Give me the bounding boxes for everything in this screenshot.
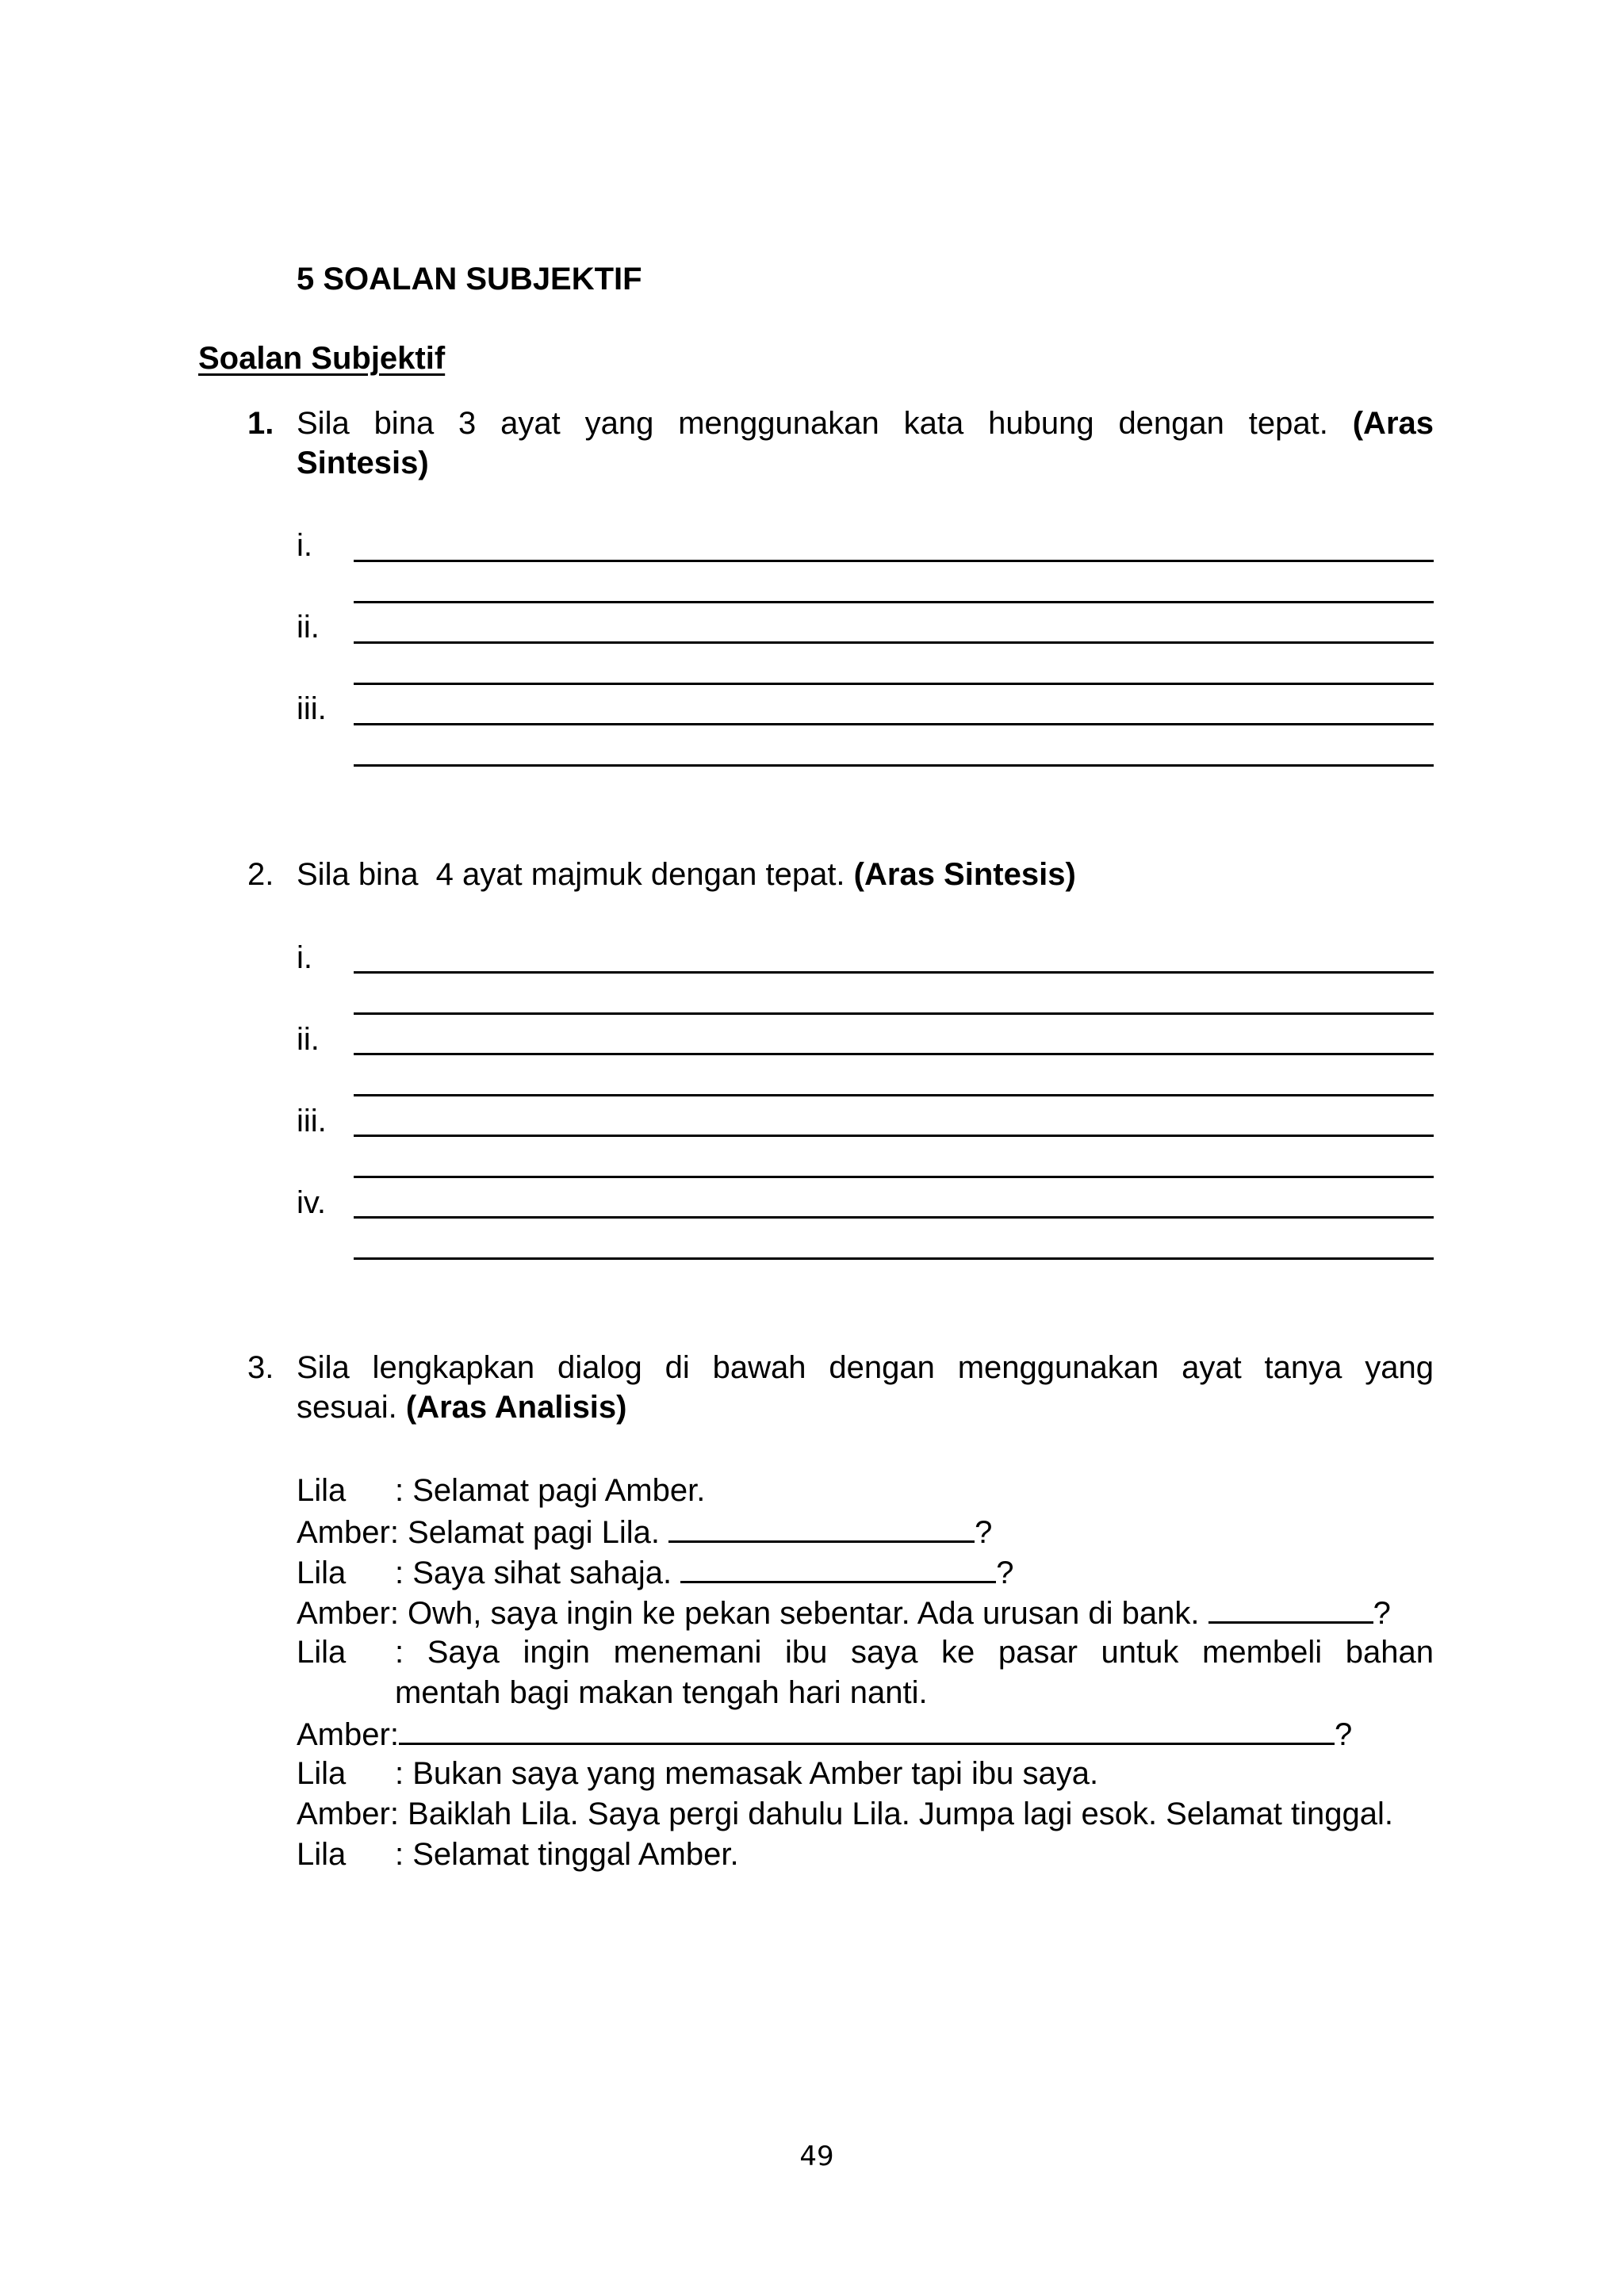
answer-line[interactable]: [354, 1176, 1434, 1178]
question-1-text: [297, 404, 1434, 442]
dialog-text: Saya sihat sahaja.: [412, 1556, 681, 1590]
answer-line[interactable]: [354, 1053, 1434, 1055]
answer-line[interactable]: [354, 601, 1434, 603]
question-1-number: 1.: [247, 406, 274, 441]
dialog-blank[interactable]: [1208, 1593, 1373, 1624]
section-title: 5 SOALAN SUBJEKTIF: [297, 262, 642, 297]
question-1-prompt: Sila bina 3 ayat yang menggunakan kata hubung dengan tepat.: [297, 406, 1328, 441]
dialog-line: [297, 1795, 1393, 1833]
dialog-blank[interactable]: [399, 1714, 1335, 1745]
dialog-line: [297, 1471, 705, 1510]
dialog-blank[interactable]: [668, 1512, 975, 1543]
question-2-text: [297, 855, 1076, 894]
q1-item-label: i.: [297, 528, 312, 563]
answer-line[interactable]: [354, 764, 1434, 767]
question-3-number: 3.: [247, 1350, 274, 1385]
dialog-line: [297, 1633, 395, 1671]
dialog-text: Selamat tinggal Amber.: [412, 1837, 739, 1872]
question-3-prompt-cont: sesuai.: [297, 1390, 397, 1425]
q2-item-label: iv.: [297, 1185, 327, 1220]
question-3-prompt: Sila lengkapkan dialog di bawah dengan menggunakan ayat tanya yang: [297, 1350, 1434, 1385]
q1-item-label: iii.: [297, 691, 327, 726]
dialog-text-cont: mentah bagi makan tengah hari nanti.: [395, 1675, 928, 1710]
question-2-prompt: Sila bina 4 ayat majmuk dengan tepat.: [297, 857, 845, 892]
page-number: 49: [799, 2141, 834, 2172]
answer-line[interactable]: [354, 641, 1434, 644]
dialog-speaker: Lila: [297, 1837, 347, 1872]
question-2-level: (Aras Sintesis): [853, 857, 1076, 892]
answer-line[interactable]: [354, 560, 1434, 562]
answer-line[interactable]: [354, 971, 1434, 974]
dialog-speaker: Amber:: [297, 1717, 399, 1752]
dialog-separator: :: [395, 1756, 413, 1791]
dialog-text-line1: Saya ingin menemani ibu saya ke pasar untuk membeli bahan: [427, 1635, 1434, 1670]
q1-item-label: ii.: [297, 610, 320, 645]
answer-line[interactable]: [354, 1012, 1434, 1015]
answer-line[interactable]: [354, 1094, 1434, 1096]
dialog-blank[interactable]: [680, 1552, 996, 1583]
dialog-text: Bukan saya yang memasak Amber tapi ibu saya.: [412, 1756, 1099, 1791]
question-2-number: 2.: [247, 857, 274, 892]
q2-item-label: iii.: [297, 1104, 327, 1138]
dialog-line: [297, 1593, 1391, 1632]
dialog-text: Selamat pagi Amber.: [412, 1473, 706, 1508]
dialog-text: Selamat pagi Lila.: [398, 1515, 669, 1550]
q2-item-label: i.: [297, 940, 312, 975]
dialog-text: Owh, saya ingin ke pekan sebentar. Ada urusan di bank.: [398, 1596, 1208, 1631]
dialog-separator: :: [395, 1473, 413, 1508]
subheading: Soalan Subjektif: [198, 341, 446, 376]
dialog-separator: :: [395, 1635, 427, 1670]
dialog-line: [297, 1512, 992, 1552]
dialog-speaker: Amber:: [297, 1515, 399, 1550]
dialog-speaker: Lila: [297, 1556, 347, 1590]
dialog-speaker: Lila: [297, 1473, 347, 1508]
dialog-end: ?: [1373, 1596, 1391, 1631]
question-1-level-cont: Sintesis): [297, 446, 429, 480]
dialog-separator: :: [395, 1837, 413, 1872]
answer-line[interactable]: [354, 1216, 1434, 1219]
dialog-end: ?: [1334, 1717, 1353, 1752]
answer-line[interactable]: [354, 723, 1434, 725]
dialog-text: Baiklah Lila. Saya pergi dahulu Lila. Jumpa lagi esok. Selamat tinggal.: [398, 1797, 1394, 1831]
question-3-level: (Aras Analisis): [405, 1390, 627, 1425]
dialog-speaker: Amber:: [297, 1596, 399, 1631]
question-1-level: (Aras: [1352, 406, 1434, 441]
dialog-line: [297, 1755, 1098, 1793]
answer-line[interactable]: [354, 683, 1434, 685]
answer-line[interactable]: [354, 1257, 1434, 1260]
dialog-end: ?: [996, 1556, 1014, 1590]
dialog-line: [297, 1835, 739, 1873]
dialog-speaker: Lila: [297, 1635, 347, 1670]
dialog-end: ?: [975, 1515, 993, 1550]
question-3-text-cont: [297, 1388, 627, 1426]
dialog-speaker: Lila: [297, 1756, 347, 1791]
dialog-speaker: Amber:: [297, 1797, 399, 1831]
dialog-line: [297, 1552, 1013, 1592]
q2-item-label: ii.: [297, 1022, 320, 1057]
dialog-text: [395, 1633, 1434, 1671]
dialog-separator: :: [395, 1556, 413, 1590]
answer-line[interactable]: [354, 1135, 1434, 1137]
dialog-line: [297, 1714, 1352, 1754]
